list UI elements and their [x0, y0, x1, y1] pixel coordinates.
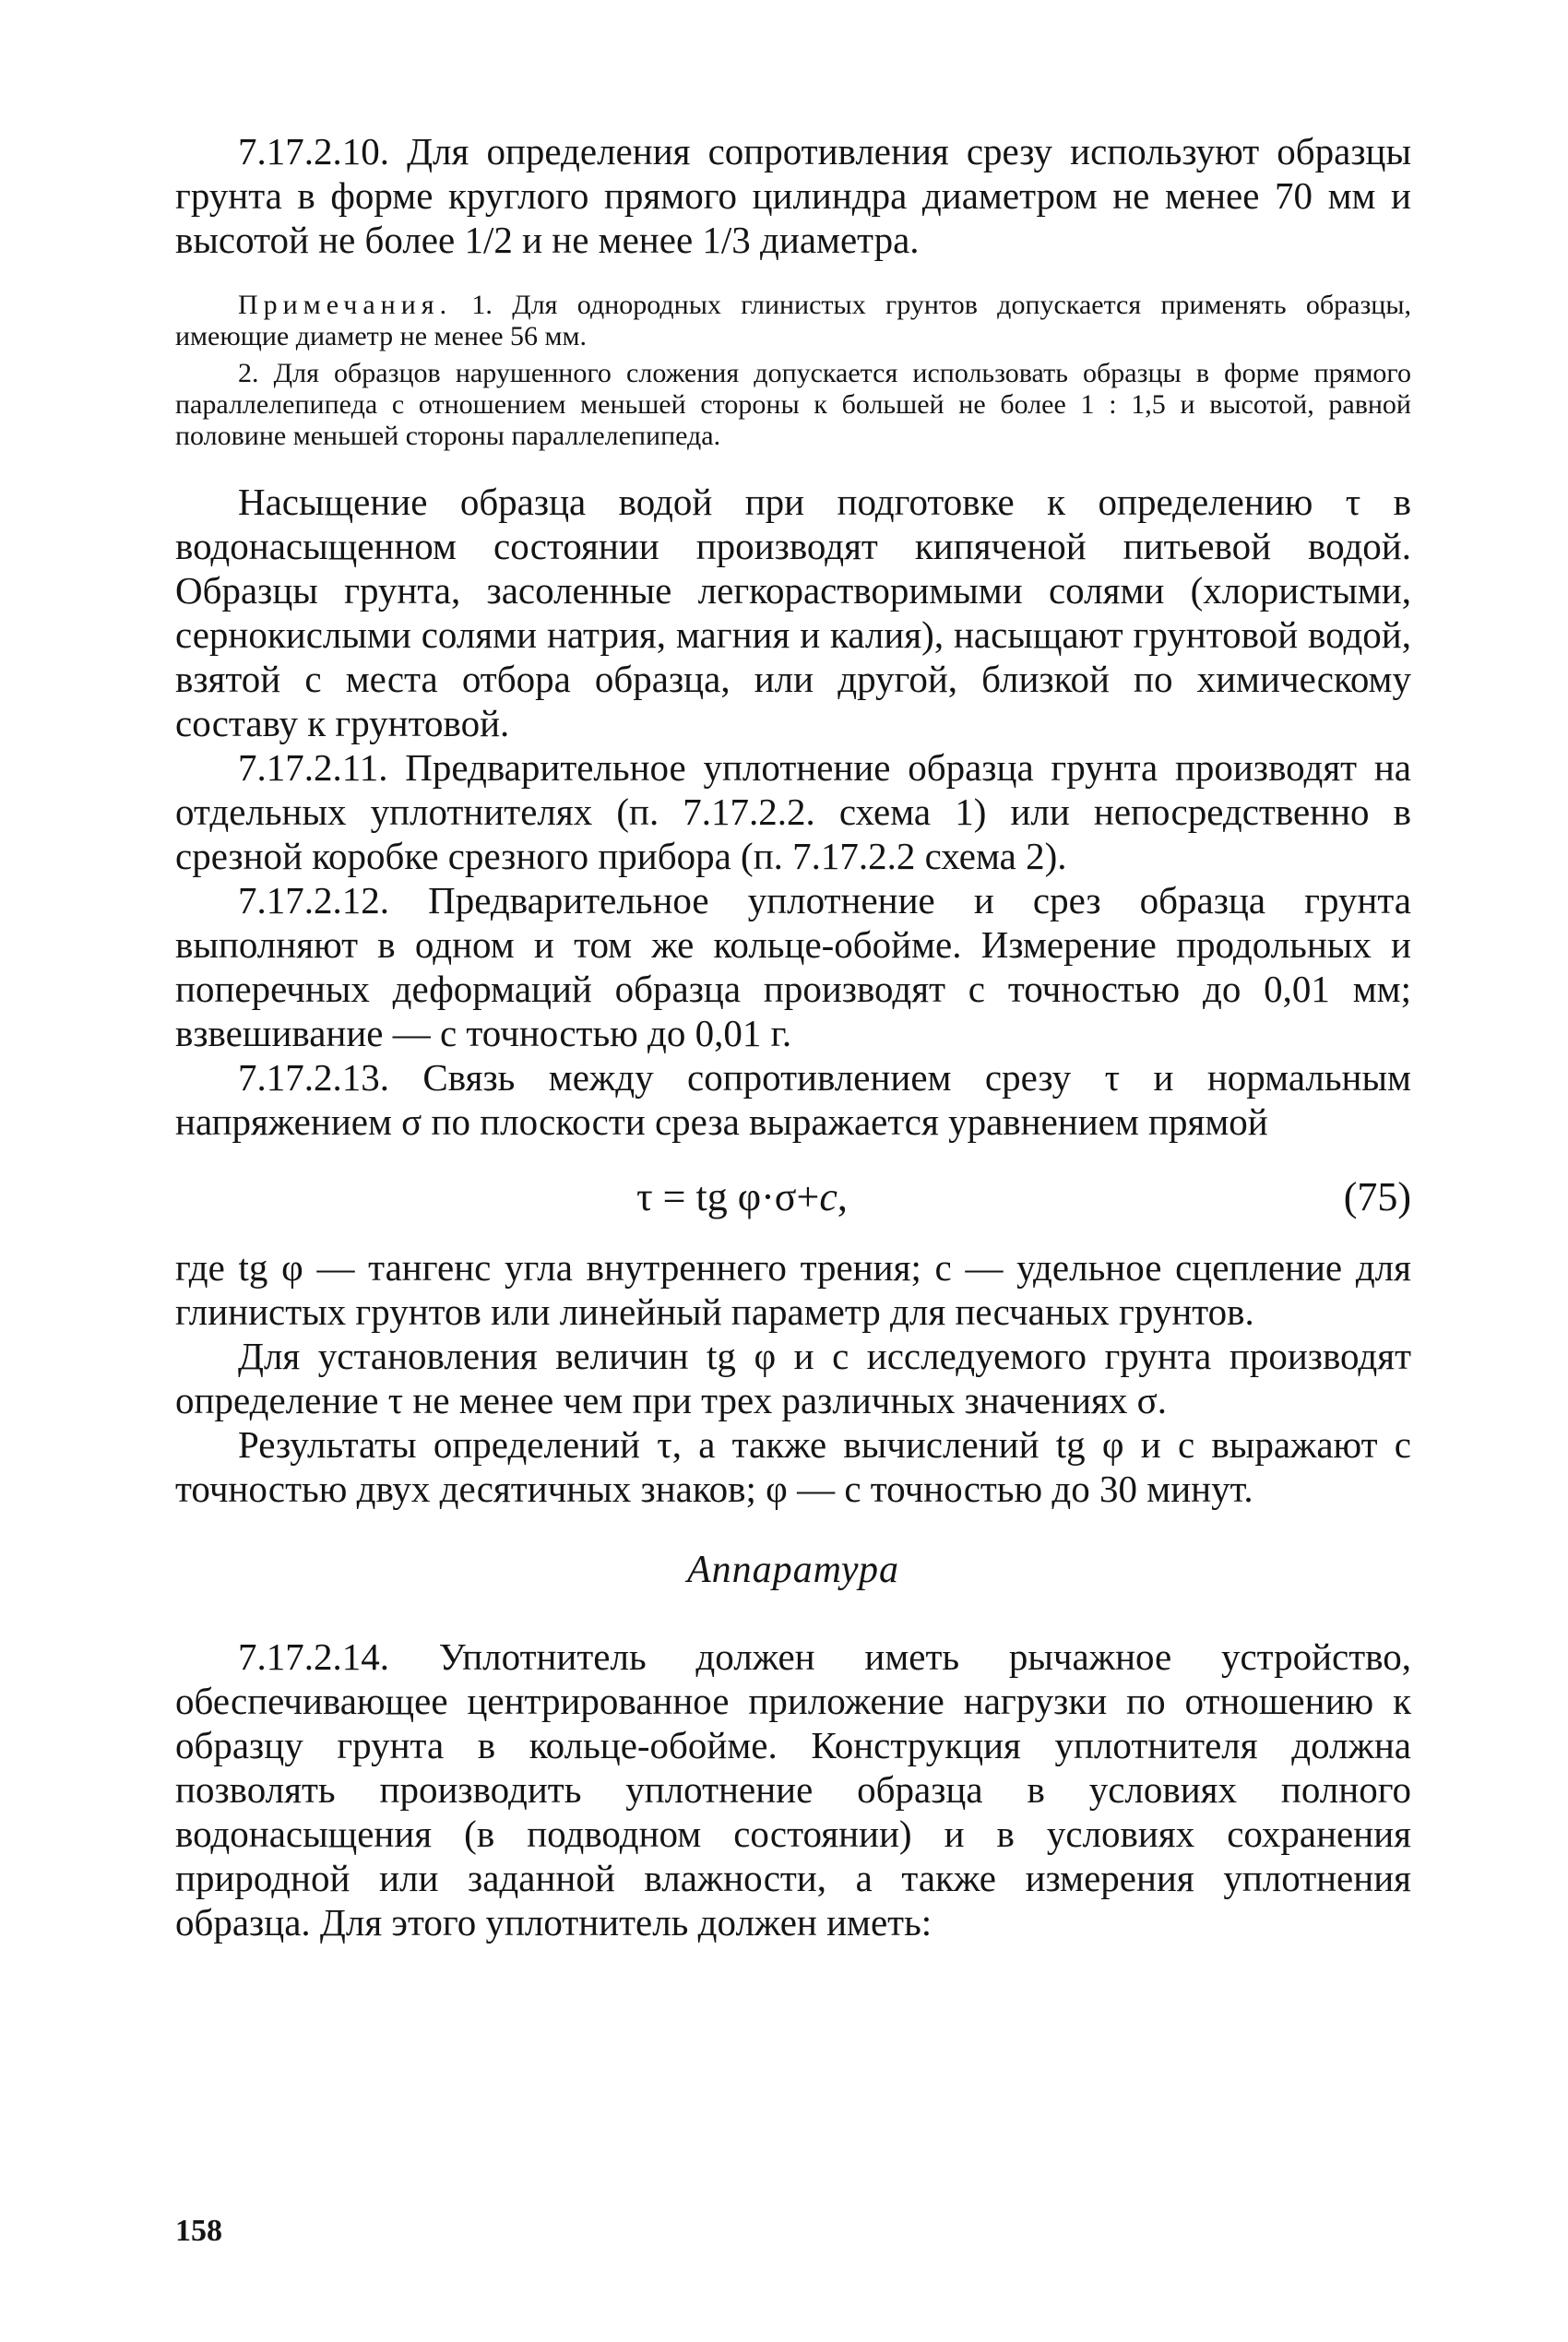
- formula-comma: ,: [837, 1174, 848, 1219]
- note-1: [175, 290, 1411, 352]
- paragraph-where: где tg φ — тангенс угла внутреннего трения; c — удельное сцепление для глинистых грунтов или линейный параметр для песчаных грунтов.: [175, 1246, 1411, 1333]
- paragraph-results: Результаты определений τ, а также вычислений tg φ и c выражают с точностью двух десятичных знаков; φ — с точностью до 30 минут.: [175, 1423, 1411, 1510]
- page-body: [175, 129, 1411, 1944]
- section-heading: Аппаратура: [686, 1549, 900, 1591]
- note-1-text: 1. Для однородных глинистых грунтов допускается применять образцы, имеющие диаметр не менее 56 мм.: [175, 290, 1412, 351]
- paragraph-7-17-2-11: 7.17.2.11. Предварительное уплотнение образца грунта производят на отдельных уплотнителях (п. 7.17.2.2. схема 1) или непосредственно в срезной коробке срезного прибора (п. 7.17.2.2 схема 2).: [175, 746, 1411, 877]
- paragraph-7-17-2-14: 7.17.2.14. Уплотнитель должен иметь рычажное устройство, обеспечивающее центрированное приложение нагрузки по отношению к образцу грунта в кольце-обойме. Конструкция уплотнителя должна позволять производить уплотнение образца в условиях полного водонасыщения (в подводном состоянии) и в условиях сохранения природной или заданной влажности, а также измерения уплотнения образца. Для этого уплотнитель должен иметь:: [175, 1635, 1411, 1944]
- paragraph-7-17-2-12: 7.17.2.12. Предварительное уплотнение и срез образца грунта выполняют в одном и том же кольце-обойме. Измерение продольных и поперечных деформаций образца производят с точностью до 0,01 мм; взвешивание — с точностью до 0,01 г.: [175, 879, 1411, 1054]
- paragraph-saturation: Насыщение образца водой при подготовке к определению τ в водонасыщенном состоянии производят кипяченой питьевой водой. Образцы грунта, засоленные легкорастворимыми солями (хлористыми, сернокислыми солями натрия, магния и калия), насыщают грунтовой водой, взятой с места отбора образца, или другой, близкой по химическому составу к грунтовой.: [175, 481, 1411, 744]
- formula-c: c: [819, 1174, 837, 1219]
- formula-expression: [636, 1173, 848, 1220]
- formula-lhs: τ = tg φ·σ+: [636, 1174, 820, 1219]
- note-2: 2. Для образцов нарушенного сложения допускается использовать образцы в форме прямого параллелепипеда с отношением меньшей стороны к большей не более 1 : 1,5 и высотой, равной половине меньшей стороны параллелепипеда.: [175, 358, 1411, 451]
- paragraph-7-17-2-10: 7.17.2.10. Для определения сопротивления срезу используют образцы грунта в форме круглого прямого цилиндра диаметром не менее 70 мм и высотой не более 1/2 и не менее 1/3 диаметра.: [175, 130, 1411, 261]
- notes-label: Примечания.: [238, 290, 453, 320]
- paragraph-determination: Для установления величин tg φ и c исследуемого грунта производят определение τ не менее чем при трех различных значениях σ.: [175, 1335, 1411, 1421]
- paragraph-7-17-2-13: 7.17.2.13. Связь между сопротивлением срезу τ и нормальным напряжением σ по плоскости среза выражается уравнением прямой: [175, 1056, 1411, 1143]
- equation-number: (75): [1343, 1174, 1411, 1219]
- page-number: 158: [175, 2214, 222, 2248]
- notes-block: [175, 290, 1411, 452]
- formula-75: [175, 1162, 1411, 1232]
